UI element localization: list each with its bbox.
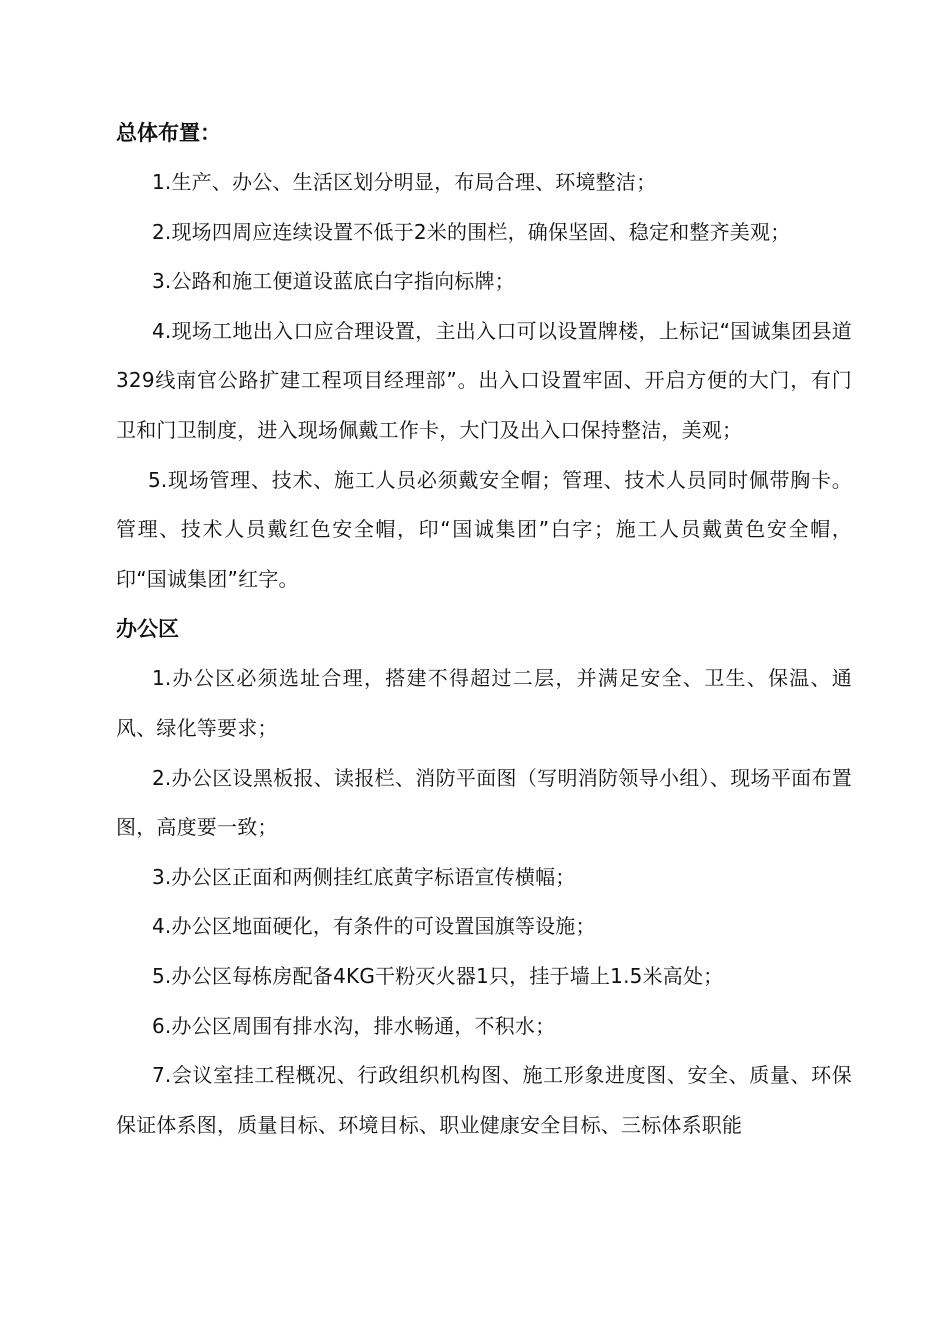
general-layout-item-5: 5.现场管理、技术、施工人员必须戴安全帽；管理、技术人员同时佩带胸卡。 管理、技术人员戴红色安全帽，印“国诚集团”白字；施工人员戴黄色安全帽，印“国诚集团”红字。	[116, 467, 852, 591]
general-layout-item-3: 3.公路和施工便道设蓝底白字指向标牌；	[152, 269, 515, 294]
general-layout-item-4: 4.现场工地出入口应合理设置，主出入口可以设置牌楼，上标记“国诚集团县道329线南官公路扩建工程项目经理部”。出入口设置牢固、开启方便的大门，有门卫和门卫制度，进入现场佩戴工作卡，大门及出入口保持整洁，美观；	[116, 318, 852, 442]
document-page	[116, 108, 852, 1150]
section-heading-general-layout: 总体布置：	[116, 121, 221, 145]
office-area-item-5: 5.办公区每栋房配备4KG干粉灭火器1只，挂于墙上1.5米高处；	[152, 963, 724, 988]
office-area-item-6: 6.办公区周围有排水沟，排水畅通，不积水；	[152, 1013, 556, 1038]
office-area-item-4: 4.办公区地面硬化，有条件的可设置国旗等设施；	[152, 914, 596, 939]
office-area-item-7: 7.会议室挂工程概况、行政组织机构图、施工形象进度图、安全、质量、环保保证体系图，质量目标、环境目标、职业健康安全目标、三标体系职能	[116, 1063, 852, 1137]
office-area-item-2: 2.办公区设黑板报、读报栏、消防平面图（写明消防领导小组）、现场平面布置图，高度要一致；	[116, 765, 852, 840]
general-layout-item-2: 2.现场四周应连续设置不低于2米的围栏，确保坚固、稳定和整齐美观；	[152, 219, 791, 244]
office-area-item-1: 1.办公区必须选址合理，搭建不得超过二层，并满足安全、卫生、保温、通风、绿化等要求；	[116, 666, 852, 740]
general-layout-item-1: 1.生产、办公、生活区划分明显，布局合理、环境整洁；	[152, 170, 657, 194]
section-heading-office-area: 办公区	[116, 617, 179, 642]
office-area-item-3: 3.办公区正面和两侧挂红底黄字标语宣传横幅；	[152, 864, 576, 889]
